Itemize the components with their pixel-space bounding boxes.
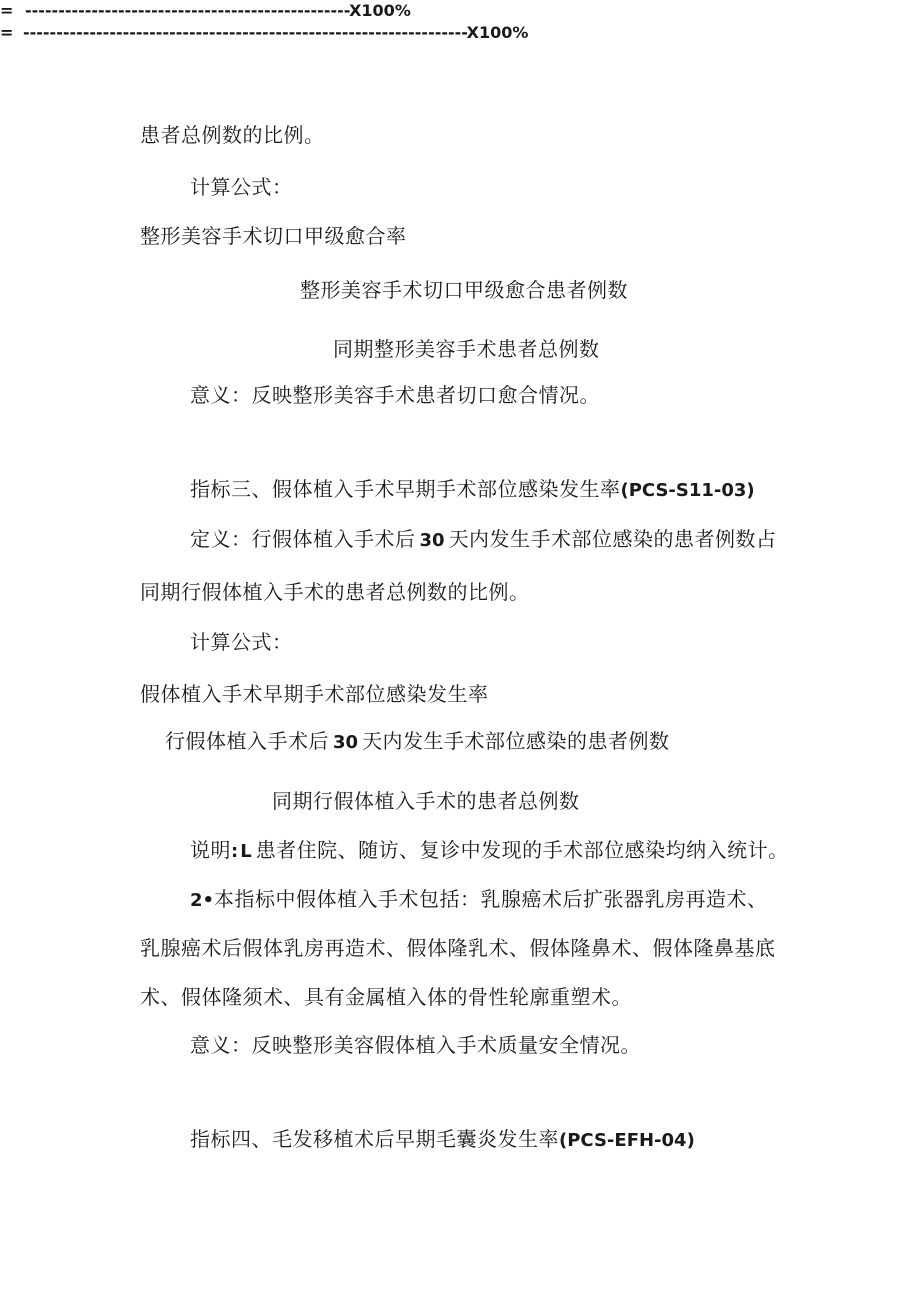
heading-text: 指标四、毛发移植术后早期毛囊炎发生率	[190, 1127, 559, 1151]
meaning-paragraph	[190, 1031, 641, 1059]
text: 天内发生手术部位感染的患者例数占	[448, 527, 777, 551]
formula-label	[190, 628, 293, 656]
text: 同期行假体植入手术的患者总例数	[272, 789, 580, 813]
text: 意义：反映整形美容手术患者切口愈合情况。	[190, 383, 600, 407]
section-heading-indicator-4	[190, 1125, 695, 1155]
formula-fraction-line	[0, 22, 920, 44]
paragraph-tail	[140, 121, 325, 149]
fraction-rule: -------------------------------------------------	[24, 1, 350, 20]
indicator-code: (PCS-S11-03)	[620, 480, 755, 501]
note-item-2-line-3	[140, 983, 632, 1011]
days-number: 30	[419, 530, 445, 551]
indicator-code: (PCS-EFH-04)	[559, 1130, 695, 1151]
text: 行假体植入手术后	[165, 729, 329, 753]
section-heading-indicator-3	[190, 475, 755, 505]
text: 计算公式：	[190, 630, 293, 654]
fraction-rule: -------------------------------------------------------------------	[22, 23, 467, 42]
text: 同期行假体植入手术的患者总例数的比例。	[140, 580, 530, 604]
text: 整形美容手术切口甲级愈合患者例数	[300, 278, 628, 302]
formula-numerator	[300, 276, 628, 304]
equals-sign: =	[0, 23, 14, 42]
formula-denominator	[272, 787, 580, 815]
text: 计算公式：	[190, 175, 293, 199]
formula-denominator	[333, 335, 600, 363]
text: 患者住院、随访、复诊中发现的手术部位感染均纳入统计。	[255, 838, 789, 862]
formula-name	[140, 222, 407, 250]
days-number: 30	[333, 732, 359, 753]
note-colon: :	[231, 841, 239, 862]
text: 意义：反映整形美容假体植入手术质量安全情况。	[190, 1033, 641, 1057]
text: 假体植入手术早期手术部位感染发生率	[140, 682, 489, 706]
formula-name	[140, 680, 489, 708]
note-number: 2•	[190, 890, 215, 911]
text: 本指标中假体植入手术包括：乳腺癌术后扩张器乳房再造术、	[214, 887, 768, 911]
definition-line-1	[190, 525, 777, 555]
equals-sign: =	[0, 1, 14, 20]
note-number: L	[240, 841, 252, 862]
text: 同期整形美容手术患者总例数	[333, 337, 600, 361]
text: 乳腺癌术后假体乳房再造术、假体隆乳术、假体隆鼻术、假体隆鼻基底	[140, 936, 776, 960]
formula-fraction-line	[0, 0, 920, 22]
text: 患者总例数的比例。	[140, 123, 325, 147]
note-label: 说明	[190, 838, 231, 862]
text: 术、假体隆须术、具有金属植入体的骨性轮廓重塑术。	[140, 985, 632, 1009]
text: 整形美容手术切口甲级愈合率	[140, 224, 407, 248]
text: 天内发生手术部位感染的患者例数	[362, 729, 670, 753]
note-item-2-line-1	[190, 885, 768, 915]
meaning-paragraph	[190, 381, 600, 409]
text: 定义：行假体植入手术后	[190, 527, 416, 551]
formula-numerator	[165, 727, 670, 757]
note-item-2-line-2	[140, 934, 776, 962]
definition-line-2	[140, 578, 530, 606]
heading-text: 指标三、假体植入手术早期手术部位感染发生率	[190, 477, 621, 501]
times-100-percent: X100%	[349, 1, 411, 20]
times-100-percent: X100%	[466, 23, 529, 42]
note-item-1	[190, 836, 789, 866]
formula-label	[190, 173, 293, 201]
